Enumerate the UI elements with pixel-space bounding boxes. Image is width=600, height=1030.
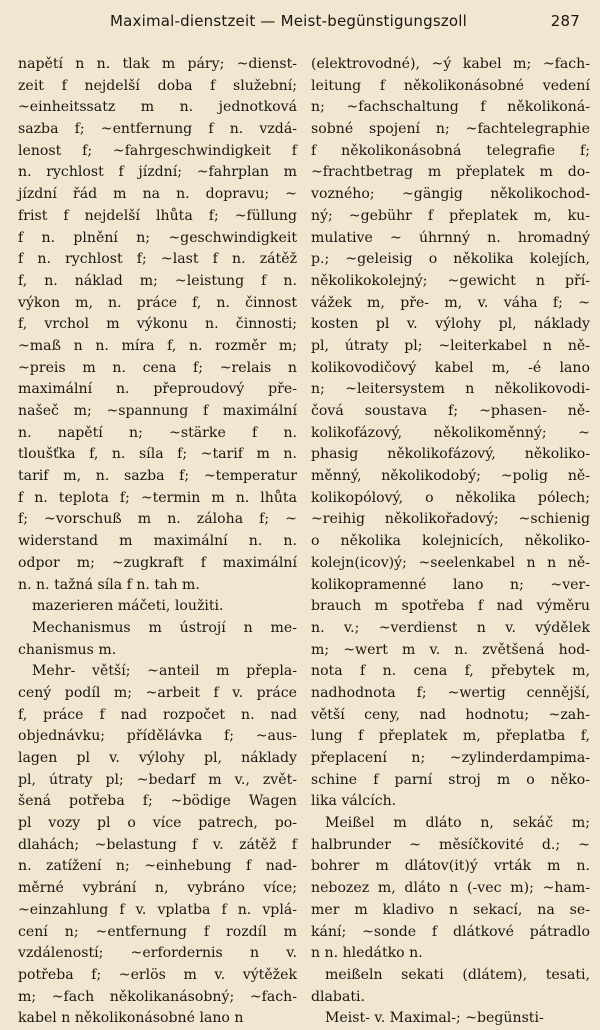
text-line: objednávku; přídělávka f; ~aus- xyxy=(18,728,297,745)
text-line: f n. plnění n; ~geschwindigkeit xyxy=(18,229,297,246)
text-line: phasig několikofázový, několiko- xyxy=(311,446,590,463)
text-line: ~einheitssatz m n. jednotková xyxy=(18,99,297,116)
text-line: přeplacení n; ~zylinderdampima- xyxy=(311,750,590,766)
text-line: nota f n. cena f, přebytek m, xyxy=(311,663,590,680)
text-line: (elektrovodné), ~ý kabel m; ~fach- xyxy=(311,56,590,72)
text-line: f několikonásobná telegrafie f; xyxy=(311,142,590,159)
text-line: sobné spojení n; ~fachtelegraphie xyxy=(311,121,590,138)
text-line: nadhodnota f; ~wertig cennější, xyxy=(311,684,590,701)
text-line: Mechanismus m ústrojí n me- xyxy=(32,619,297,636)
text-line: kolikopramenné lano n; ~ver- xyxy=(311,576,590,593)
text-line: n. napětí n; ~stärke f n. xyxy=(18,424,297,441)
text-line: mer m kladivo n sekací, na se- xyxy=(311,901,590,918)
right-column xyxy=(311,54,590,1027)
text-line: p.; ~geleisig o několika kolejích, xyxy=(311,251,590,268)
text-line: bohrer m dlátov(it)ý vrták m n. xyxy=(311,858,590,875)
text-line: potřeba f; ~erlös m v. výtěžek xyxy=(18,966,297,983)
text-line: f, práce f nad rozpočet n. nad xyxy=(18,706,297,723)
text-line: n. rychlost f jízdní; ~fahrplan m xyxy=(18,164,297,181)
text-line: Meißel m dláto n, sekáč m; xyxy=(325,815,590,832)
text-line: jízdní řád m na n. dopravu; ~ xyxy=(18,186,297,203)
text-line: n. n. tažná síla f n. tah m. xyxy=(18,576,200,593)
text-line: widerstand m maximální n. n. xyxy=(18,533,297,550)
text-line: schine f parní stroj m o něko- xyxy=(311,771,590,788)
text-line: měrné vybrání n, vybráno více; xyxy=(18,880,297,897)
text-line: čová soustava f; ~phasen- ně- xyxy=(311,403,590,419)
text-line: kabel n několikonásobné lano n xyxy=(18,1010,244,1027)
text-line: lenost f; ~fahrgeschwindigkeit f xyxy=(18,142,297,159)
text-line: vážek m, pře- m, v. váha f; ~ xyxy=(311,294,590,311)
left-column xyxy=(18,54,297,1027)
text-line: halbrunder ~ měsíčkovité d.; ~ xyxy=(311,836,590,853)
text-line: kosten pl v. výlohy pl, náklady xyxy=(311,316,590,333)
text-line: n. v.; ~verdienst n v. výdělek xyxy=(311,619,590,636)
text-line: ~reihig několikořadový; ~schienig xyxy=(311,511,590,528)
text-line: mulative ~ úhrnný n. hromadný xyxy=(311,229,590,246)
text-line: dlabati. xyxy=(311,988,366,1005)
text-line: mazerieren máčeti, loužiti. xyxy=(32,598,224,615)
text-line: n n. hledátko n. xyxy=(311,945,423,962)
page-header xyxy=(18,6,590,36)
text-line: tloušťka f, n. síla f; ~tarif m n. xyxy=(18,446,297,463)
running-title: Maximal-dienstzeit — Meist-begünstigungszoll xyxy=(110,12,468,30)
text-columns xyxy=(18,54,590,1027)
text-line: vozného; ~gängig několikochod- xyxy=(311,186,590,203)
text-line: chanismus m. xyxy=(18,641,117,658)
text-line: n; ~fachschaltung f několikoná- xyxy=(311,99,590,116)
text-line: meißeln sekati (dlátem), tesati, xyxy=(325,966,590,983)
text-line: f n. rychlost f; ~last f n. zátěž xyxy=(18,251,297,268)
page-number: 287 xyxy=(550,12,580,30)
text-line: f; ~vorschuß m n. záloha f; ~ xyxy=(18,511,297,528)
text-line: o několika kolejnicích, několiko- xyxy=(311,533,590,550)
text-line: odpor m; ~zugkraft f maximální xyxy=(18,554,297,571)
text-line: pl, útraty pl; ~leiterkabel n ně- xyxy=(311,337,590,354)
text-line: kolejn(icov)ý; ~seelenkabel n n ně- xyxy=(311,554,590,571)
text-line: lung f přeplatek m, přeplatba f, xyxy=(311,728,590,745)
text-line: měnný, několikodobý; ~polig ně- xyxy=(311,468,590,485)
text-line: napětí n n. tlak m páry; ~dienst- xyxy=(18,56,297,72)
text-line: n; ~leitersystem n několikovodi- xyxy=(311,381,590,398)
text-line: kání; ~sonde f dlátkové pátradlo xyxy=(311,923,590,940)
text-line: lika válcích. xyxy=(311,793,397,810)
text-line: dlahách; ~belastung f v. zátěž f xyxy=(18,836,297,853)
text-line: několikokolejný; ~gewicht n pří- xyxy=(311,272,590,289)
text-line: ~maß n n. míra f, n. rozměr m; xyxy=(18,337,297,354)
text-line: m; ~wert m v. n. zvětšená hod- xyxy=(311,641,590,658)
text-line: cený podíl m; ~arbeit f v. práce xyxy=(18,684,297,701)
text-line: tarif m, n. sazba f; ~temperatur xyxy=(18,468,297,485)
text-line: ~einzahlung f v. vplatba f n. vplá- xyxy=(18,901,297,918)
text-line: frist f nejdelší lhůta f; ~füllung xyxy=(18,207,297,224)
text-line: cení n; ~entfernung f rozdíl m xyxy=(18,923,297,940)
text-line: leitung f několikonásobné vedení xyxy=(311,77,590,94)
text-line: kolikovodičový kabel m, -é lano xyxy=(311,359,590,376)
text-line: sazba f; ~entfernung f n. vzdá- xyxy=(18,121,297,138)
text-line: kolikofázový, několikoměnný; ~ xyxy=(311,424,590,441)
text-line: f n. teplota f; ~termin m n. lhůta xyxy=(18,489,297,506)
text-line: kolikopólový, o několika pólech; xyxy=(311,489,590,506)
text-line: šená potřeba f; ~bödige Wagen xyxy=(18,793,297,810)
text-line: vzdáleností; ~erfordernis n v. xyxy=(18,945,297,962)
text-line: f, n. náklad m; ~leistung f n. xyxy=(18,272,297,289)
text-line: větší ceny, nad hodnotu; ~zah- xyxy=(311,706,590,723)
text-line: Mehr- větší; ~anteil m přepla- xyxy=(32,663,297,680)
text-line: ný; ~gebühr f přeplatek m, ku- xyxy=(311,207,590,224)
text-line: pl vozy pl o více patrech, po- xyxy=(18,815,297,832)
text-line: maximální n. přeproudový pře- xyxy=(18,381,297,398)
text-line: zeit f nejdelší doba f služební; xyxy=(18,77,297,94)
text-line: lagen pl v. výlohy pl, náklady xyxy=(18,750,297,766)
text-line: f, vrchol m výkonu n. činnosti; xyxy=(18,316,297,333)
text-line: n. zatížení n; ~einhebung f nad- xyxy=(18,858,297,875)
text-line: m; ~fach několikanásobný; ~fach- xyxy=(18,988,297,1005)
text-line: ~frachtbetrag m přeplatek m do- xyxy=(311,164,590,181)
text-line: brauch m spotřeba f nad výměru xyxy=(311,598,590,615)
text-line: výkon m, n. práce f, n. činnost xyxy=(18,294,297,311)
text-line: pl, útraty pl; ~bedarf m v., zvět- xyxy=(18,771,297,788)
text-line: Meist- v. Maximal-; ~begünsti- xyxy=(325,1010,544,1027)
text-line: ~preis m n. cena f; ~relais n xyxy=(18,359,297,376)
text-line: našeč m; ~spannung f maximální xyxy=(18,403,297,419)
text-line: nebozez m, dláto n (-vec m); ~ham- xyxy=(311,880,590,897)
